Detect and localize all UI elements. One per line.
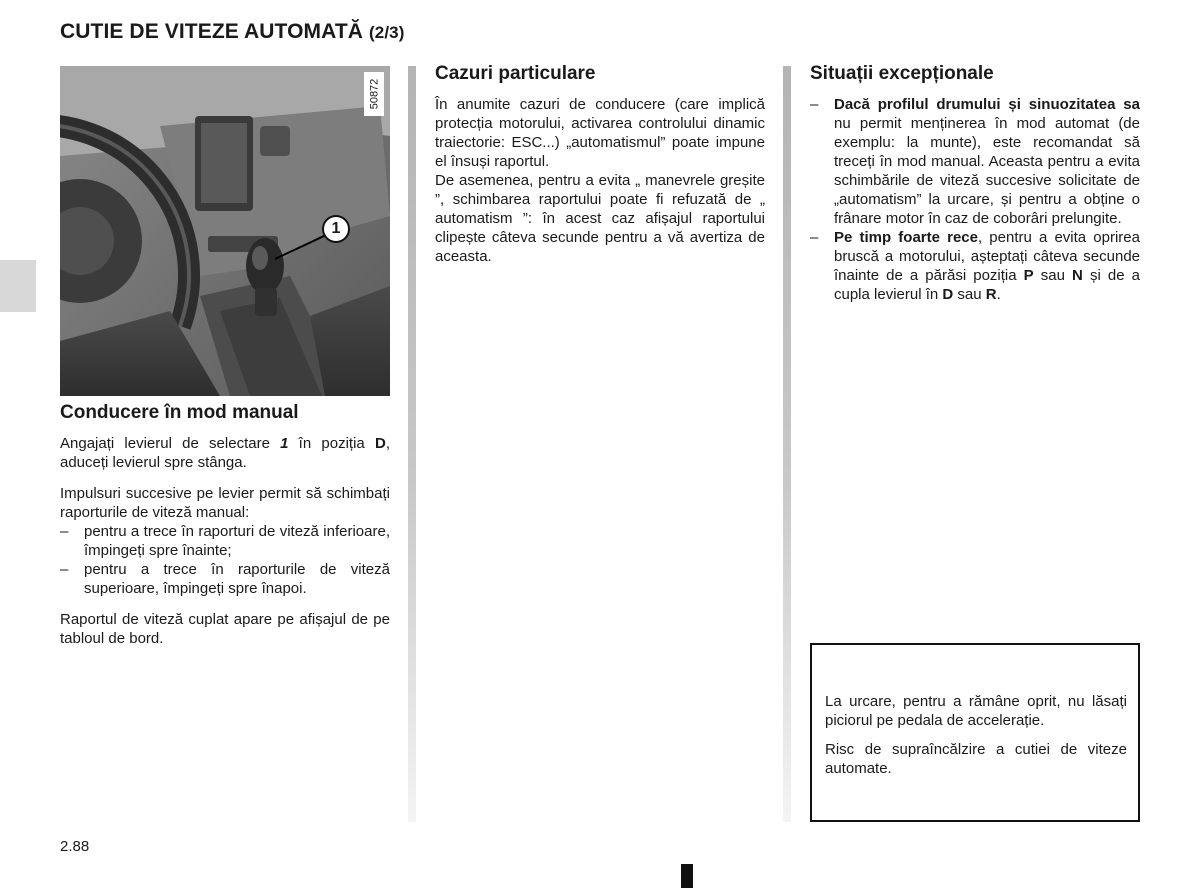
page-title (60, 20, 404, 44)
section-heading-exceptional-situations: Situații excepționale (810, 63, 994, 84)
list-item-upshift: – pentru a trece în raporturile de viteză superioare, împingeți spre înapoi. (60, 560, 390, 598)
figure-reference-number: 50872 (364, 72, 384, 116)
lever-reference: 1 (280, 435, 289, 452)
column-divider-left (408, 66, 416, 822)
edge-marker (681, 864, 693, 888)
exceptional-situations-text (810, 95, 1140, 304)
warning-paragraph-2: Risc de supraîncălzire a cutiei de viteze automate. (825, 741, 1127, 777)
column-divider-right (783, 66, 791, 822)
manual-mode-text (60, 434, 390, 648)
section-heading-special-cases: Cazuri particulare (435, 63, 596, 84)
list-item-road-profile: – Dacă profilul drumului și sinuozitatea sa nu permit menținerea în mod automat (de exemplu: la munte), este recomandat să treceți în mod manual. Aceasta pentru a evita schimbările de viteză succesive solicitate de „automatism” la urcare, și pentru a obține o frânare motor în caz de coborâri prelungite. (810, 95, 1140, 228)
title-text: CUTIE DE VITEZE AUTOMATĂ (60, 20, 364, 43)
title-part: (2/3) (369, 23, 405, 42)
manual-mode-paragraph-3: Raportul de viteză cuplat apare pe afișajul de pe tabloul de bord. (60, 611, 390, 647)
manual-mode-paragraph-1: Angajați levierul de selectare 1 în poziția D, aduceți levierul spre stânga. (60, 435, 390, 471)
callout-1: 1 (322, 215, 350, 243)
special-cases-paragraph-1: În anumite cazuri de conducere (care implică protecția motorului, activarea controlului dinamic traiectorie: ESC...) „automatismul” poate impune el însuși raportul. (435, 96, 765, 170)
section-heading-manual-mode: Conducere în mod manual (60, 402, 299, 423)
warning-text (825, 692, 1127, 778)
chapter-tab (0, 260, 36, 312)
warning-box (810, 643, 1140, 822)
list-item-downshift: – pentru a trece în raporturi de viteză inferioare, împingeți spre înainte; (60, 522, 390, 560)
special-cases-paragraph-2: De asemenea, pentru a evita „ manevrele greșite ”, schimbarea raportului poate fi refuzată de „ automatism ”: în acest caz afișajul raportului clipește câteva secunde pentru a vă avertiza de aceasta. (435, 172, 765, 265)
list-item-cold-weather: – Pe timp foarte rece, pentru a evita oprirea bruscă a motorului, așteptați câteva secunde înainte de a părăsi poziția P sau N și de a cupla levierul în D sau R. (810, 228, 1140, 304)
page-number: 2.88 (60, 838, 90, 855)
warning-paragraph-1: La urcare, pentru a rămâne oprit, nu lăsați piciorul pe pedala de accelerație. (825, 693, 1127, 729)
manual-mode-paragraph-2: Impulsuri succesive pe levier permit să schimbați raporturile de viteză manual: (60, 485, 390, 521)
gear-position-d: D (374, 435, 386, 452)
special-cases-text (435, 95, 765, 266)
gear-lever-photo (60, 66, 390, 396)
